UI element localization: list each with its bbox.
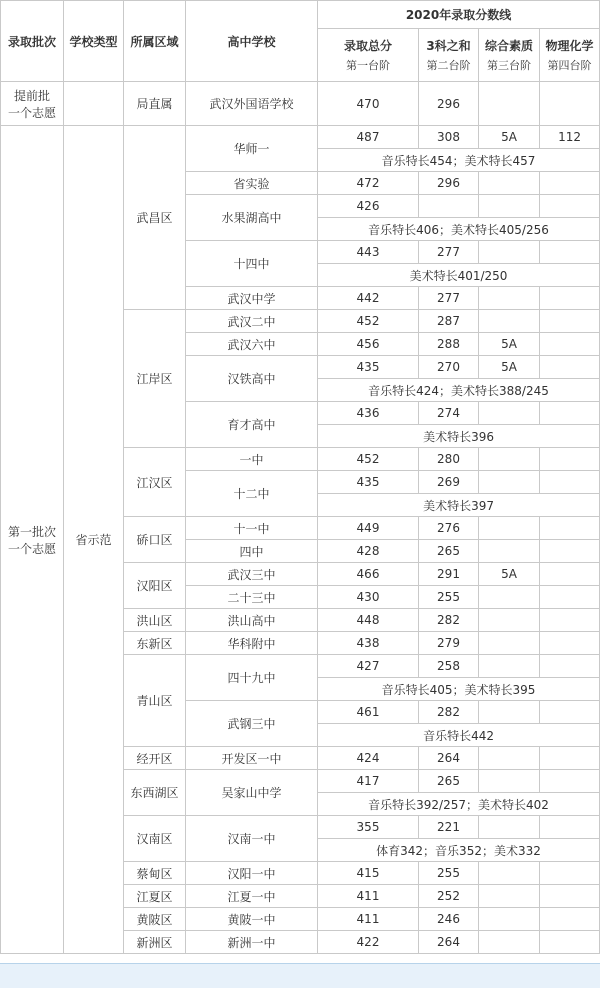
score-quality (479, 471, 540, 494)
header-col-sub: 第二台阶 (426, 59, 471, 72)
header-school-type: 学校类型 (64, 1, 124, 82)
score-quality (479, 908, 540, 931)
score-total: 466 (318, 563, 419, 586)
school-name: 洪山高中 (186, 609, 318, 632)
score-quality (479, 241, 540, 264)
header-col-sub: 第一台阶 (346, 59, 390, 72)
score-three-subjects: 282 (419, 701, 479, 724)
score-three-subjects: 308 (419, 126, 479, 149)
batch-cell: 第一批次 一个志愿 (1, 126, 64, 954)
score-physics-chem (540, 172, 600, 195)
district-cell: 洪山区 (124, 609, 186, 632)
score-total: 438 (318, 632, 419, 655)
school-type-cell: 省示范 (64, 126, 124, 954)
score-quality: 5A (479, 356, 540, 379)
score-physics-chem (540, 609, 600, 632)
score-quality (479, 816, 540, 839)
header-col (540, 29, 600, 82)
district-cell: 江夏区 (124, 885, 186, 908)
school-name: 汉南一中 (186, 816, 318, 862)
score-three-subjects: 282 (419, 609, 479, 632)
school-type-cell (64, 82, 124, 126)
header-col-title: 物理化学 (545, 39, 594, 53)
school-name: 省实验 (186, 172, 318, 195)
header-col-title: 录取总分 (343, 39, 392, 53)
header-col-title: 3科之和 (426, 39, 471, 53)
score-three-subjects: 221 (419, 816, 479, 839)
score-quality (479, 655, 540, 678)
school-name: 十一中 (186, 517, 318, 540)
special-note: 音乐特长454；美术特长457 (318, 149, 600, 172)
score-physics-chem (540, 471, 600, 494)
score-physics-chem (540, 241, 600, 264)
score-three-subjects: 265 (419, 540, 479, 563)
special-note: 音乐特长424；美术特长388/245 (318, 379, 600, 402)
score-physics-chem (540, 885, 600, 908)
header-col (419, 29, 479, 82)
school-name: 武汉六中 (186, 333, 318, 356)
district-cell: 汉阳区 (124, 563, 186, 609)
score-quality (479, 862, 540, 885)
school-name: 武汉外国语学校 (186, 82, 318, 126)
school-name: 吴家山中学 (186, 770, 318, 816)
score-quality (479, 310, 540, 333)
score-three-subjects: 246 (419, 908, 479, 931)
score-physics-chem (540, 747, 600, 770)
score-physics-chem (540, 655, 600, 678)
school-name: 四中 (186, 540, 318, 563)
special-note: 音乐特长405；美术特长395 (318, 678, 600, 701)
score-total: 435 (318, 471, 419, 494)
score-total: 435 (318, 356, 419, 379)
header-col-title: 综合素质 (484, 39, 533, 53)
score-quality (479, 287, 540, 310)
header-batch: 录取批次 (1, 1, 64, 82)
score-physics-chem (540, 402, 600, 425)
score-total: 355 (318, 816, 419, 839)
score-total: 456 (318, 333, 419, 356)
score-quality (479, 448, 540, 471)
header-group: 2020年录取分数线 (318, 1, 600, 29)
score-three-subjects: 255 (419, 586, 479, 609)
school-name: 汉铁高中 (186, 356, 318, 402)
score-three-subjects: 280 (419, 448, 479, 471)
score-three-subjects: 296 (419, 82, 479, 126)
district-cell: 江汉区 (124, 448, 186, 517)
score-physics-chem (540, 770, 600, 793)
district-cell: 新洲区 (124, 931, 186, 954)
score-physics-chem (540, 931, 600, 954)
score-quality (479, 770, 540, 793)
score-three-subjects: 276 (419, 517, 479, 540)
school-name: 水果湖高中 (186, 195, 318, 241)
score-quality (479, 195, 540, 218)
score-total: 442 (318, 287, 419, 310)
score-total: 487 (318, 126, 419, 149)
score-physics-chem (540, 310, 600, 333)
score-physics-chem: 112 (540, 126, 600, 149)
score-physics-chem (540, 195, 600, 218)
score-quality (479, 701, 540, 724)
score-quality: 5A (479, 333, 540, 356)
score-quality (479, 632, 540, 655)
school-name: 武汉二中 (186, 310, 318, 333)
school-name: 四十九中 (186, 655, 318, 701)
special-note: 音乐特长406；美术特长405/256 (318, 218, 600, 241)
score-total: 424 (318, 747, 419, 770)
header-col-sub: 第四台阶 (547, 59, 592, 72)
school-name: 十二中 (186, 471, 318, 517)
header-col (318, 29, 419, 82)
score-quality (479, 82, 540, 126)
batch-cell: 提前批 一个志愿 (1, 82, 64, 126)
school-name: 武汉三中 (186, 563, 318, 586)
score-total: 443 (318, 241, 419, 264)
school-name: 新洲一中 (186, 931, 318, 954)
score-total: 436 (318, 402, 419, 425)
district-cell: 汉南区 (124, 816, 186, 862)
score-three-subjects: 288 (419, 333, 479, 356)
school-name: 黄陂一中 (186, 908, 318, 931)
score-quality (479, 586, 540, 609)
score-quality (479, 540, 540, 563)
district-cell: 武昌区 (124, 126, 186, 310)
score-physics-chem (540, 862, 600, 885)
score-three-subjects: 277 (419, 241, 479, 264)
school-name: 开发区一中 (186, 747, 318, 770)
score-quality (479, 931, 540, 954)
score-total: 472 (318, 172, 419, 195)
score-three-subjects: 265 (419, 770, 479, 793)
score-total: 448 (318, 609, 419, 632)
score-total: 449 (318, 517, 419, 540)
score-physics-chem (540, 908, 600, 931)
score-total: 452 (318, 448, 419, 471)
district-cell: 东西湖区 (124, 770, 186, 816)
score-three-subjects: 258 (419, 655, 479, 678)
district-cell: 局直属 (124, 82, 186, 126)
score-physics-chem (540, 517, 600, 540)
header-col-sub: 第三台阶 (487, 59, 531, 72)
score-quality (479, 402, 540, 425)
score-quality (479, 172, 540, 195)
score-total: 426 (318, 195, 419, 218)
district-cell: 江岸区 (124, 310, 186, 448)
district-cell: 硚口区 (124, 517, 186, 563)
score-physics-chem (540, 448, 600, 471)
score-three-subjects: 279 (419, 632, 479, 655)
special-note: 美术特长397 (318, 494, 600, 517)
score-physics-chem (540, 632, 600, 655)
school-name: 汉阳一中 (186, 862, 318, 885)
district-cell: 蔡甸区 (124, 862, 186, 885)
score-total: 428 (318, 540, 419, 563)
school-name: 十四中 (186, 241, 318, 287)
score-three-subjects: 296 (419, 172, 479, 195)
score-physics-chem (540, 540, 600, 563)
footer-bar (0, 963, 600, 988)
score-quality: 5A (479, 563, 540, 586)
score-physics-chem (540, 333, 600, 356)
district-cell: 经开区 (124, 747, 186, 770)
score-total: 422 (318, 931, 419, 954)
score-physics-chem (540, 816, 600, 839)
score-three-subjects: 291 (419, 563, 479, 586)
school-name: 二十三中 (186, 586, 318, 609)
school-name: 育才高中 (186, 402, 318, 448)
score-three-subjects: 264 (419, 931, 479, 954)
district-cell: 东新区 (124, 632, 186, 655)
school-name: 武汉中学 (186, 287, 318, 310)
score-three-subjects: 252 (419, 885, 479, 908)
school-name: 华科附中 (186, 632, 318, 655)
score-three-subjects (419, 195, 479, 218)
school-name: 一中 (186, 448, 318, 471)
district-cell: 黄陂区 (124, 908, 186, 931)
score-physics-chem (540, 82, 600, 126)
score-three-subjects: 277 (419, 287, 479, 310)
score-quality (479, 517, 540, 540)
score-total: 415 (318, 862, 419, 885)
score-physics-chem (540, 356, 600, 379)
score-quality (479, 609, 540, 632)
score-physics-chem (540, 287, 600, 310)
header-district: 所属区域 (124, 1, 186, 82)
district-cell: 青山区 (124, 655, 186, 747)
score-three-subjects: 264 (419, 747, 479, 770)
special-note: 美术特长396 (318, 425, 600, 448)
score-physics-chem (540, 586, 600, 609)
score-total: 417 (318, 770, 419, 793)
special-note: 体育342；音乐352；美术332 (318, 839, 600, 862)
score-total: 452 (318, 310, 419, 333)
score-three-subjects: 287 (419, 310, 479, 333)
score-total: 470 (318, 82, 419, 126)
special-note: 音乐特长392/257；美术特长402 (318, 793, 600, 816)
special-note: 音乐特长442 (318, 724, 600, 747)
score-three-subjects: 269 (419, 471, 479, 494)
score-three-subjects: 274 (419, 402, 479, 425)
score-three-subjects: 255 (419, 862, 479, 885)
score-total: 411 (318, 908, 419, 931)
score-total: 461 (318, 701, 419, 724)
school-name: 华师一 (186, 126, 318, 172)
score-quality: 5A (479, 126, 540, 149)
score-total: 427 (318, 655, 419, 678)
score-quality (479, 885, 540, 908)
school-name: 江夏一中 (186, 885, 318, 908)
header-school: 高中学校 (186, 1, 318, 82)
score-total: 430 (318, 586, 419, 609)
score-total: 411 (318, 885, 419, 908)
header-col (479, 29, 540, 82)
school-name: 武钢三中 (186, 701, 318, 747)
score-quality (479, 747, 540, 770)
special-note: 美术特长401/250 (318, 264, 600, 287)
score-three-subjects: 270 (419, 356, 479, 379)
score-physics-chem (540, 563, 600, 586)
score-physics-chem (540, 701, 600, 724)
